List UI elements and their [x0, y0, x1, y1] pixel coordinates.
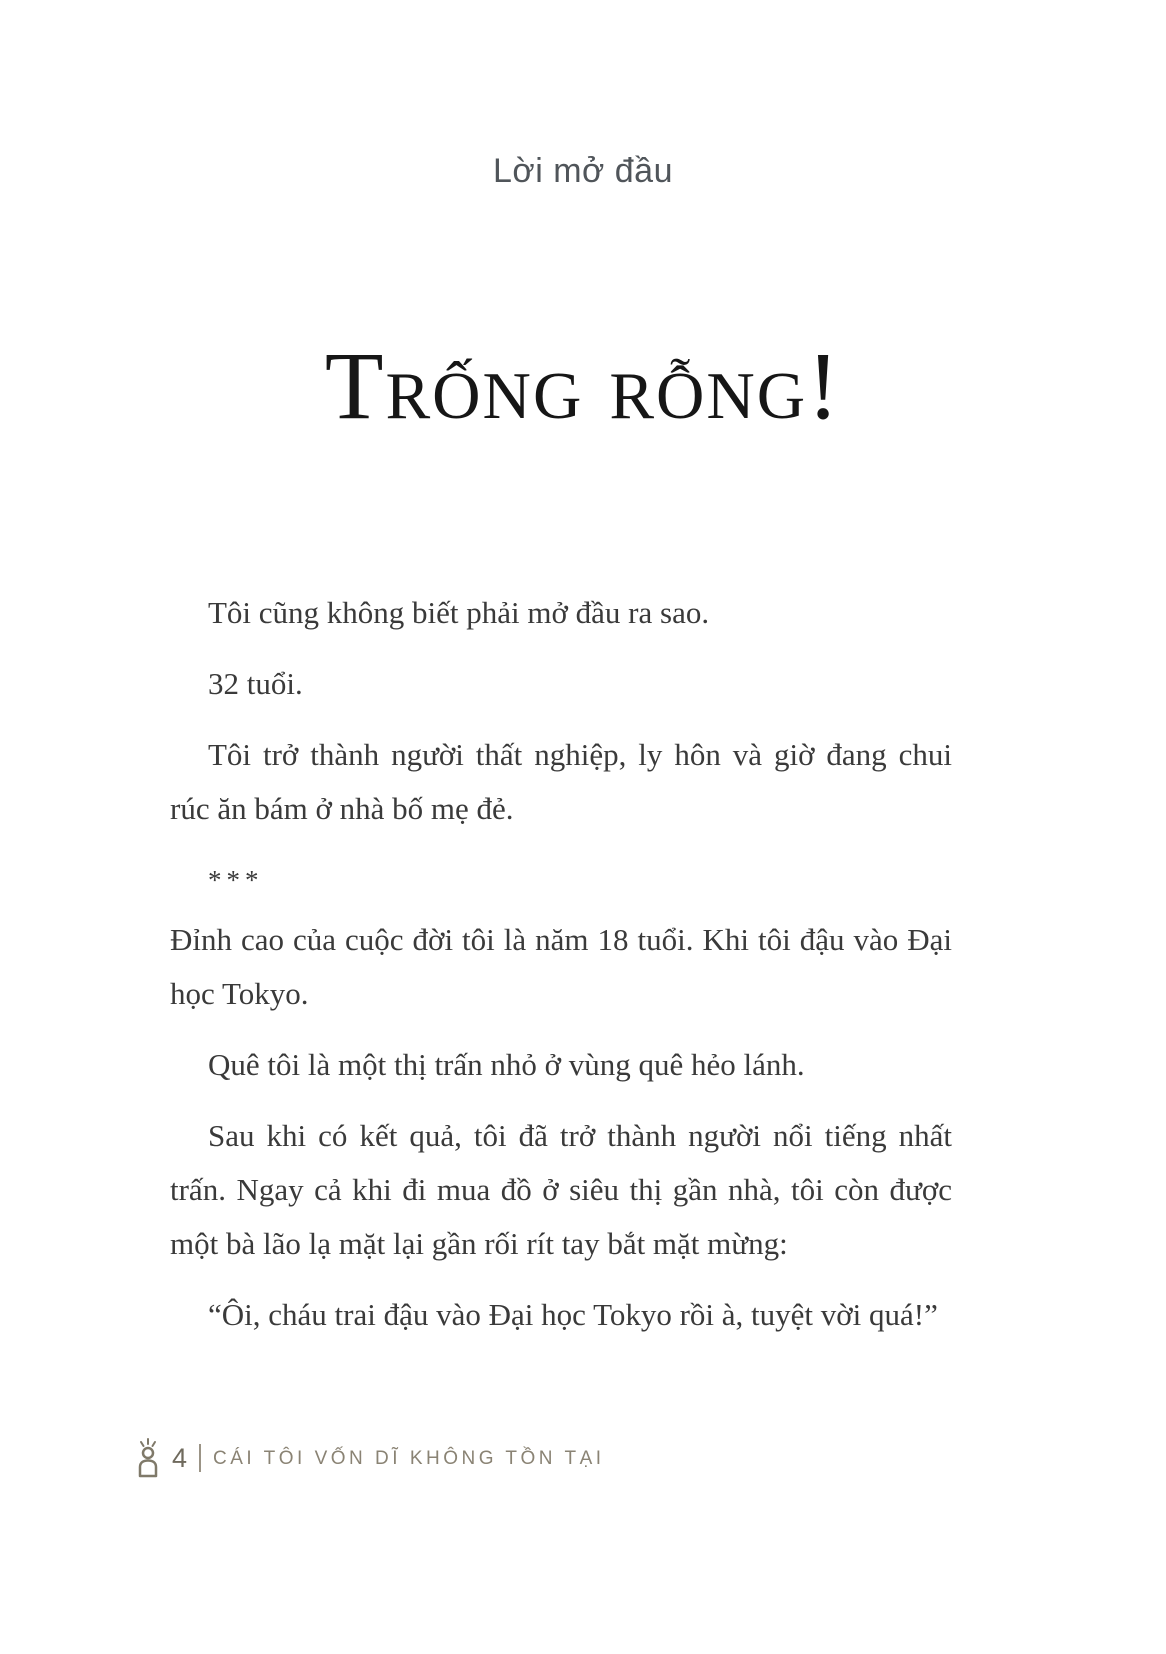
paragraph: Quê tôi là một thị trấn nhỏ ở vùng quê hẻo lánh.	[208, 1047, 805, 1082]
body-text	[170, 586, 952, 1359]
chapter-header: Lời mở đầu	[493, 152, 673, 190]
paragraph: 32 tuổi.	[208, 666, 303, 701]
book-title: CÁI TÔI VỐN DĨ KHÔNG TỒN TẠI	[213, 1448, 605, 1469]
chapter-title: Trống rỗng!	[324, 332, 842, 439]
page-footer	[132, 1438, 605, 1478]
paragraph: Sau khi có kết quả, tôi đã trở thành người nổi tiếng nhất trấn. Ngay cả khi đi mua đồ ở siêu thị gần nhà, tôi còn được một bà lão lạ mặt lại gần rối rít tay bắt mặt mừng:	[170, 1118, 952, 1261]
meditating-person-icon	[132, 1438, 164, 1478]
paragraph: “Ôi, cháu trai đậu vào Đại học Tokyo rồi à, tuyệt vời quá!”	[208, 1297, 938, 1332]
footer-divider	[199, 1444, 201, 1472]
paragraph: Đỉnh cao của cuộc đời tôi là năm 18 tuổi. Khi tôi đậu vào Đại học Tokyo.	[170, 922, 952, 1011]
paragraph: Tôi cũng không biết phải mở đầu ra sao.	[208, 595, 710, 630]
section-separator: ***	[208, 865, 264, 895]
paragraph: Tôi trở thành người thất nghiệp, ly hôn và giờ đang chui rúc ăn bám ở nhà bố mẹ đẻ.	[170, 737, 952, 826]
page-number: 4	[172, 1442, 188, 1473]
